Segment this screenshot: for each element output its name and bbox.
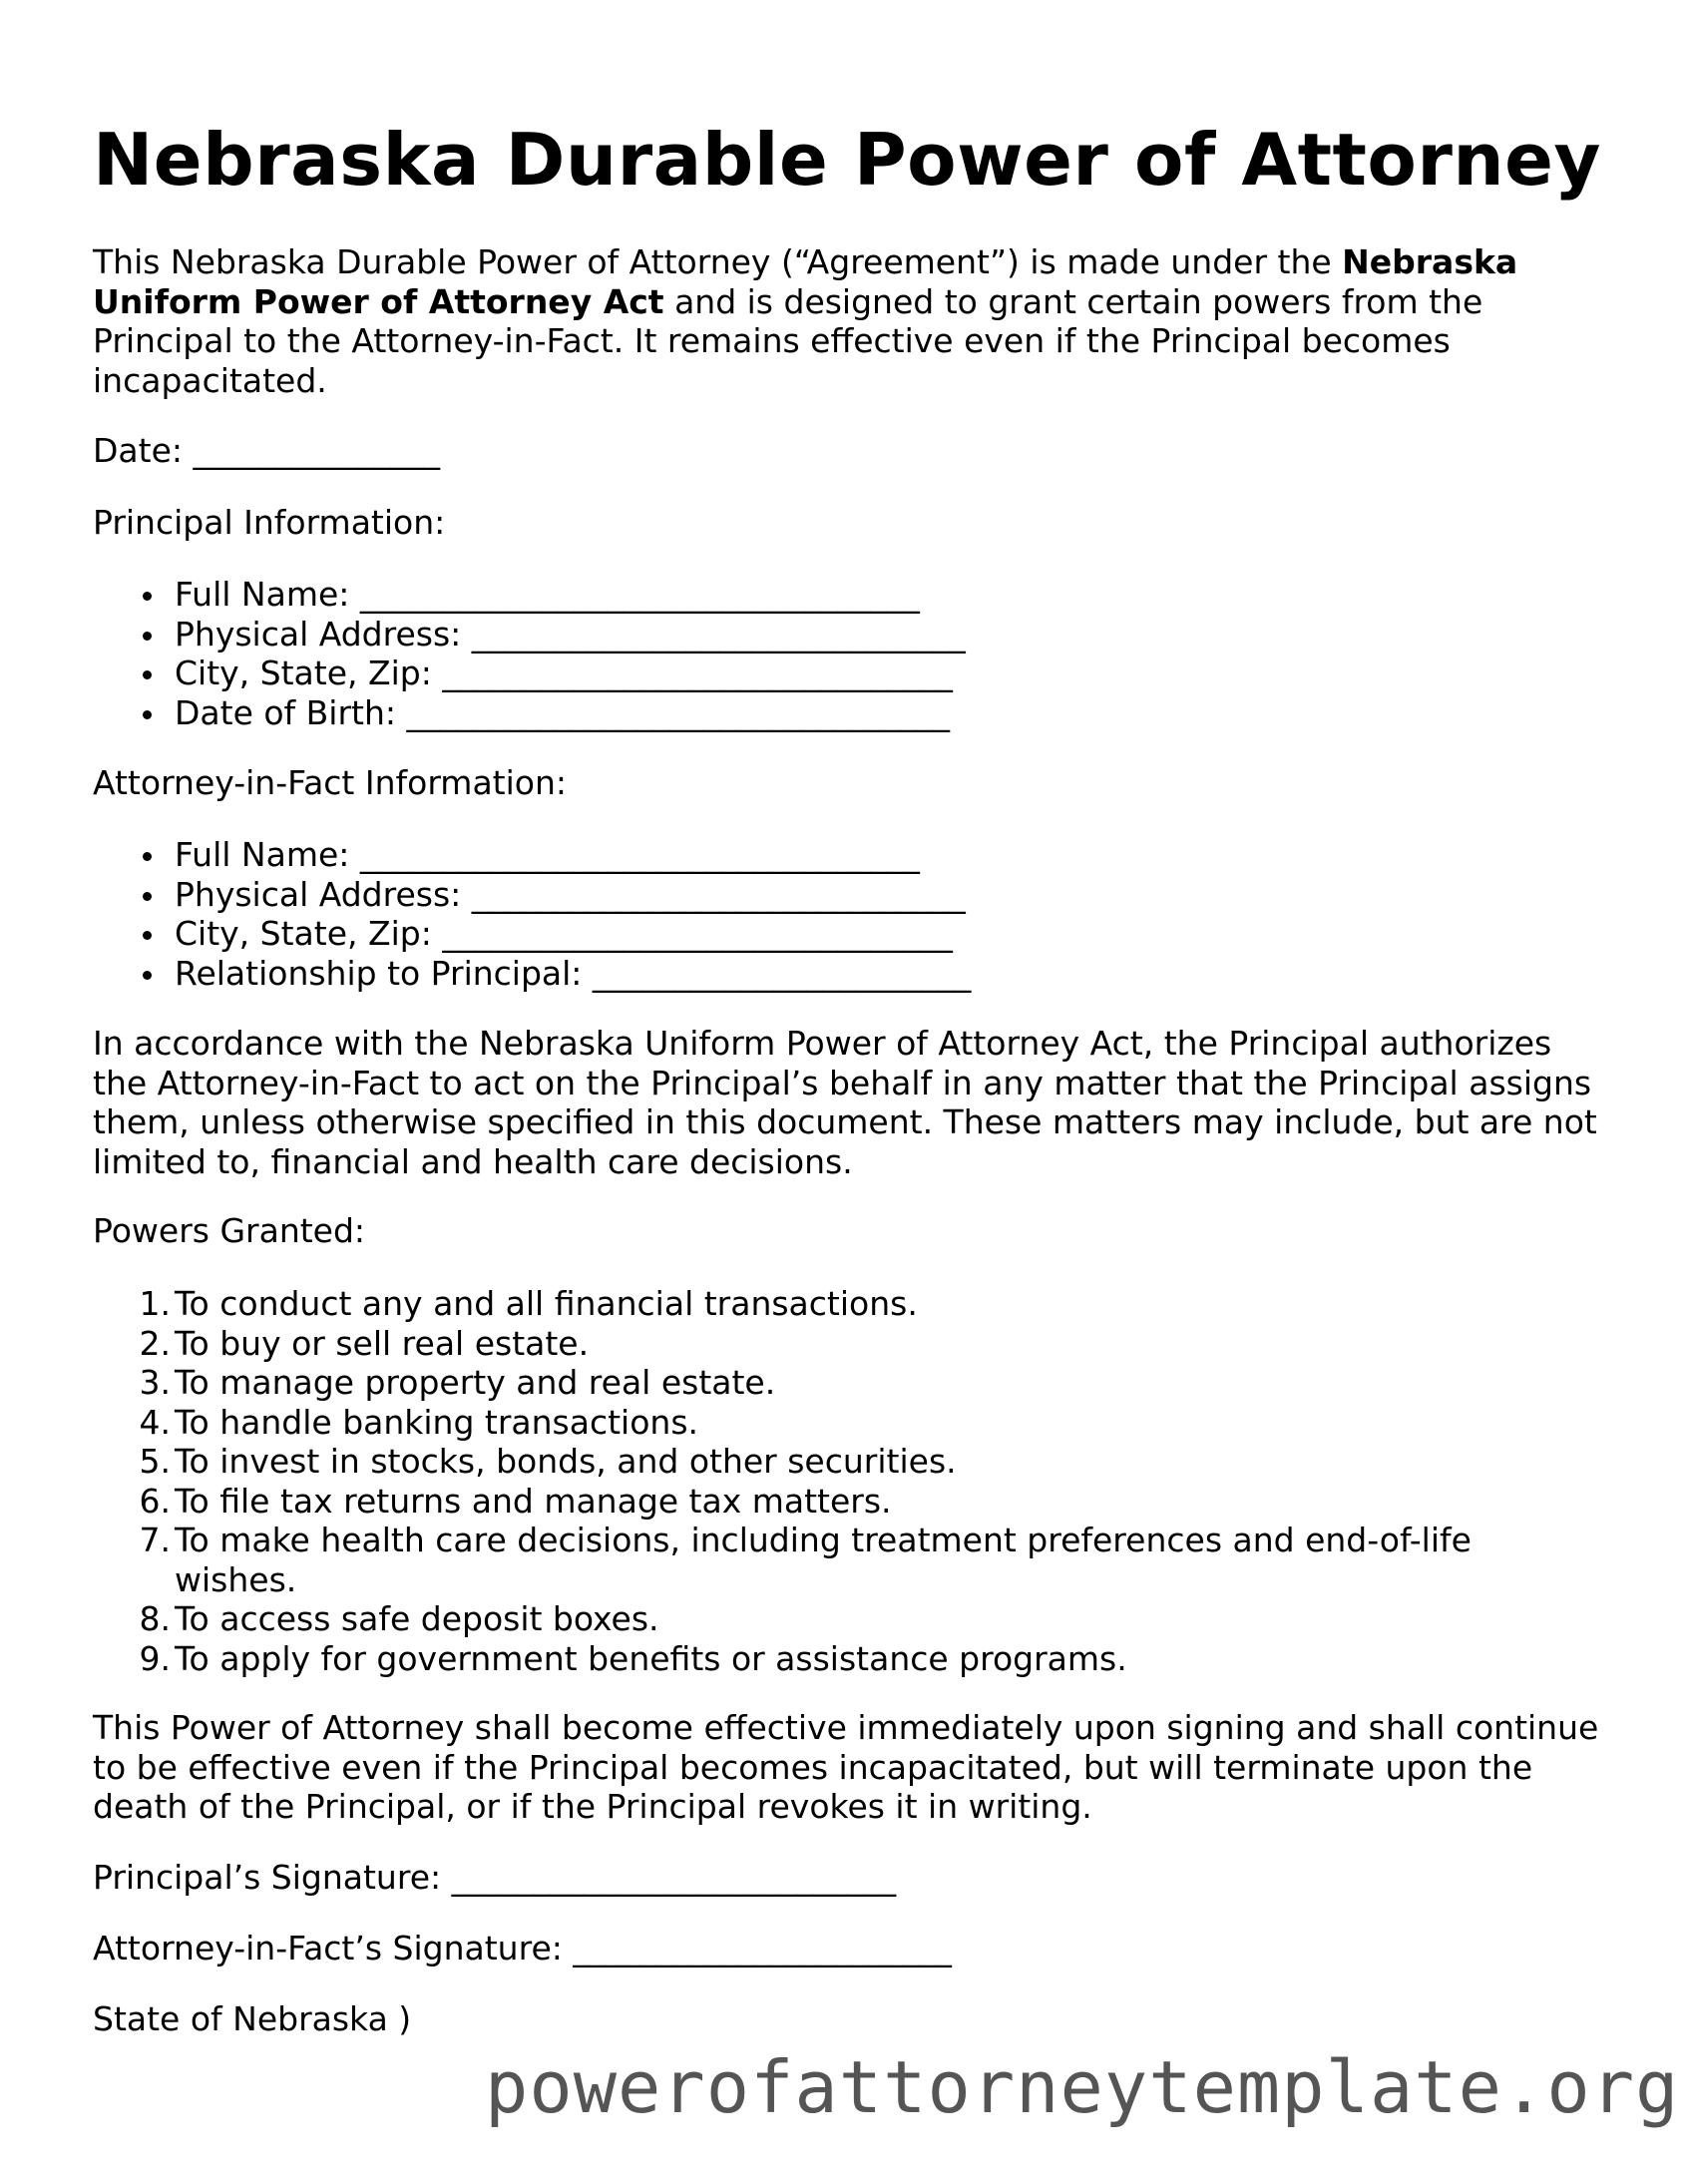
- powers-heading: Powers Granted:: [93, 1211, 366, 1250]
- attorney-fields-list: [175, 835, 971, 993]
- power-item-number: 6.: [139, 1481, 171, 1521]
- power-item-text: To apply for government benefits or assistance programs.: [175, 1638, 1127, 1678]
- effective-paragraph: This Power of Attorney shall become effective immediately upon signing and shall continue to be effective even if the Principal becomes incapacitated, but will terminate upon the death of the Principal, or if the Principal revokes it in writing.: [93, 1708, 1599, 1826]
- attorney-signature-line: Attorney-in-Fact’s Signature: _______________________: [93, 1929, 952, 1967]
- power-item: [139, 1284, 1571, 1324]
- attorney-relationship-field: Relationship to Principal: _______________________: [175, 953, 972, 993]
- intro-text-1: This Nebraska Durable Power of Attorney (“Agreement”) is made under the: [93, 242, 1343, 281]
- power-item: [139, 1402, 1571, 1443]
- power-item: [139, 1599, 1571, 1639]
- principal-dob-field: Date of Birth: _________________________________: [175, 693, 966, 733]
- principal-city-state-zip-field: City, State, Zip: _______________________________: [175, 654, 966, 693]
- principal-address-field: Physical Address: ______________________________: [175, 614, 966, 654]
- power-item-number: 7.: [139, 1521, 171, 1559]
- attorney-address-field: Physical Address: ______________________________: [175, 875, 971, 915]
- power-item-text: To access safe deposit boxes.: [175, 1599, 659, 1638]
- date-line: Date: _______________: [93, 431, 440, 470]
- power-item: [139, 1521, 1571, 1599]
- intro-text-2: and is designed to grant certain powers from the Principal to the Attorney-in-Fact. It remains effective even if the Principal becomes incapacitated.: [93, 281, 1483, 400]
- power-item-text: To make health care decisions, including treatment preferences and end-of-life wishes.: [175, 1521, 1472, 1599]
- power-item-text: To manage property and real estate.: [175, 1363, 776, 1402]
- power-item: [139, 1481, 1571, 1522]
- attorney-city-state-zip-field: City, State, Zip: _______________________________: [175, 914, 971, 954]
- power-item: [139, 1323, 1571, 1364]
- power-item-text: To invest in stocks, bonds, and other securities.: [175, 1442, 957, 1481]
- power-item-text: To conduct any and all financial transactions.: [175, 1284, 918, 1323]
- power-item-number: 1.: [139, 1284, 171, 1323]
- principal-full-name-field: Full Name: __________________________________: [175, 575, 966, 615]
- state-line: State of Nebraska ): [93, 1999, 412, 2038]
- intro-paragraph: [93, 242, 1529, 400]
- power-item-number: 9.: [139, 1638, 171, 1678]
- watermark: powerofattorneytemplate.org: [485, 2045, 1680, 2129]
- power-item-text: To buy or sell real estate.: [175, 1323, 590, 1363]
- document-title: Nebraska Durable Power of Attorney: [93, 118, 1601, 202]
- accordance-paragraph: In accordance with the Nebraska Uniform Power of Attorney Act, the Principal authorizes the Attorney-in-Fact to act on the Principal’s behalf in any matter that the Principal assigns them, unless otherwise specified in this document. These matters may include, but are not limited to, financial and health care decisions.: [93, 1024, 1597, 1181]
- power-item-number: 3.: [139, 1363, 171, 1402]
- power-item-number: 4.: [139, 1402, 171, 1442]
- principal-fields-list: [175, 575, 966, 732]
- power-item-text: To file tax returns and manage tax matters.: [175, 1481, 892, 1521]
- powers-list: [139, 1284, 1571, 1678]
- intro-act-name: Nebraska Uniform Power of Attorney Act: [93, 242, 1518, 321]
- power-item-number: 8.: [139, 1599, 171, 1638]
- power-item: [139, 1442, 1571, 1482]
- power-item-number: 5.: [139, 1442, 171, 1481]
- principal-heading: Principal Information:: [93, 503, 446, 542]
- power-item: [139, 1638, 1571, 1679]
- power-item: [139, 1363, 1571, 1403]
- power-item-number: 2.: [139, 1323, 171, 1363]
- attorney-heading: Attorney-in-Fact Information:: [93, 763, 568, 802]
- attorney-full-name-field: Full Name: __________________________________: [175, 835, 971, 875]
- power-item-text: To handle banking transactions.: [175, 1402, 699, 1442]
- principal-signature-line: Principal’s Signature: ___________________________: [93, 1858, 897, 1897]
